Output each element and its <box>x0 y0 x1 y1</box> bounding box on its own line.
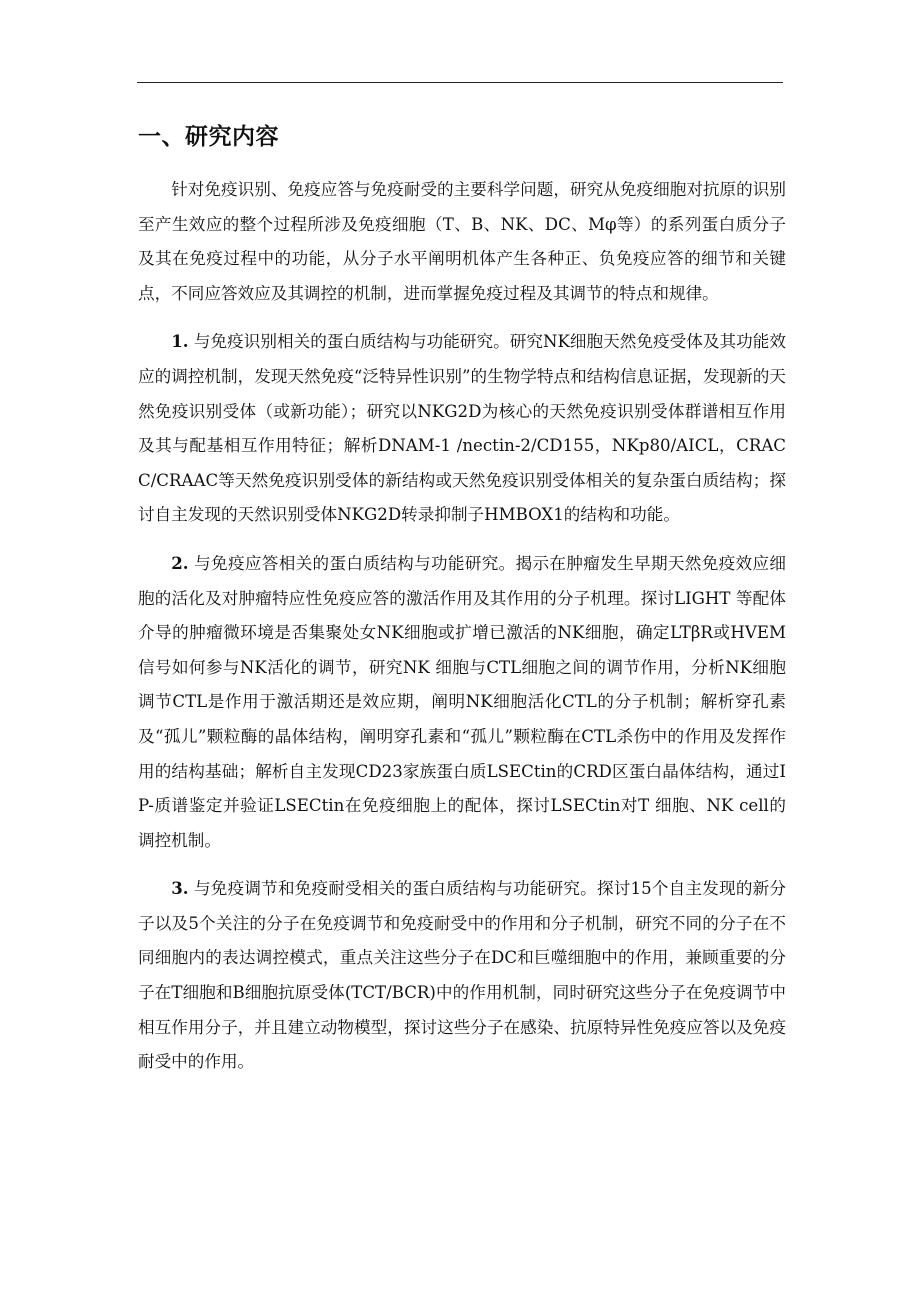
section-heading: 一、研究内容 <box>138 124 279 150</box>
paragraph-text: 与免疫调节和免疫耐受相关的蛋白质结构与功能研究。探讨15个自主发现的新分子以及5个关注的分子在免疫调节和免疫耐受中的作用和分子机制，研究不同的分子在不同细胞内的表达调控模式，重点关注这些分子在DC和巨噬细胞中的作用，兼顾重要的分子在T细胞和B细胞抗原受体(TCT/BCR)中的作用机制，同时研究这些分子在免疫调节中相互作用分子，并且建立动物模型，探讨这些分子在感染、抗原特异性免疫应答以及免疫耐受中的作用。 <box>138 879 786 1072</box>
paragraph-number: 3. <box>171 878 189 899</box>
header-rule <box>137 82 783 83</box>
paragraph-text: 针对免疫识别、免疫应答与免疫耐受的主要科学问题，研究从免疫细胞对抗原的识别至产生效应的整个过程所涉及免疫细胞（T、B、NK、DC、Mφ等）的系列蛋白质分子及其在免疫过程中的功能，从分子水平阐明机体产生各种正、负免疫应答的细节和关键点，不同应答效应及其调控的机制，进而掌握免疫过程及其调节的特点和规律。 <box>138 180 786 303</box>
intro-paragraph <box>138 172 786 311</box>
item-paragraph-1 <box>138 324 786 533</box>
body-content <box>138 172 786 1080</box>
item-paragraph-2 <box>138 546 786 858</box>
paragraph-text: 与免疫应答相关的蛋白质结构与功能研究。揭示在肿瘤发生早期天然免疫效应细胞的活化及对肿瘤特应性免疫应答的激活作用及其作用的分子机理。探讨LIGHT 等配体介导的肿瘤微环境是否集聚处女NK细胞或扩增已激活的NK细胞，确定LTβR或HVEM信号如何参与NK活化的调节，研究NK 细胞与CTL细胞之间的调节作用，分析NK细胞调节CTL是作用于激活期还是效应期，阐明NK细胞活化CTL的分子机制；解析穿孔素及“孤儿”颗粒酶的晶体结构，阐明穿孔素和“孤儿”颗粒酶在CTL杀伤中的作用及发挥作用的结构基础；解析自主发现CD23家族蛋白质LSECtin的CRD区蛋白晶体结构，通过IP-质谱鉴定并验证LSECtin在免疫细胞上的配体，探讨LSECtin对T 细胞、NK cell的调控机制。 <box>138 553 786 850</box>
paragraph-text: 与免疫识别相关的蛋白质结构与功能研究。研究NK细胞天然免疫受体及其功能效应的调控机制，发现天然免疫“泛特异性识别”的生物学特点和结构信息证据，发现新的天然免疫识别受体（或新功能）；研究以NKG2D为核心的天然免疫识别受体群谱相互作用及其与配基相互作用特征；解析DNAM-1 /nectin-2/CD155，NKp80/AICL，CRACC/CRAAC等天然免疫识别受体的新结构或天然免疫识别受体相关的复杂蛋白质结构；探讨自主发现的天然识别受体NKG2D转录抑制子HMBOX1的结构和功能。 <box>138 332 786 525</box>
paragraph-number: 1. <box>171 331 189 352</box>
paragraph-number: 2. <box>171 552 189 573</box>
item-paragraph-3 <box>138 871 786 1080</box>
